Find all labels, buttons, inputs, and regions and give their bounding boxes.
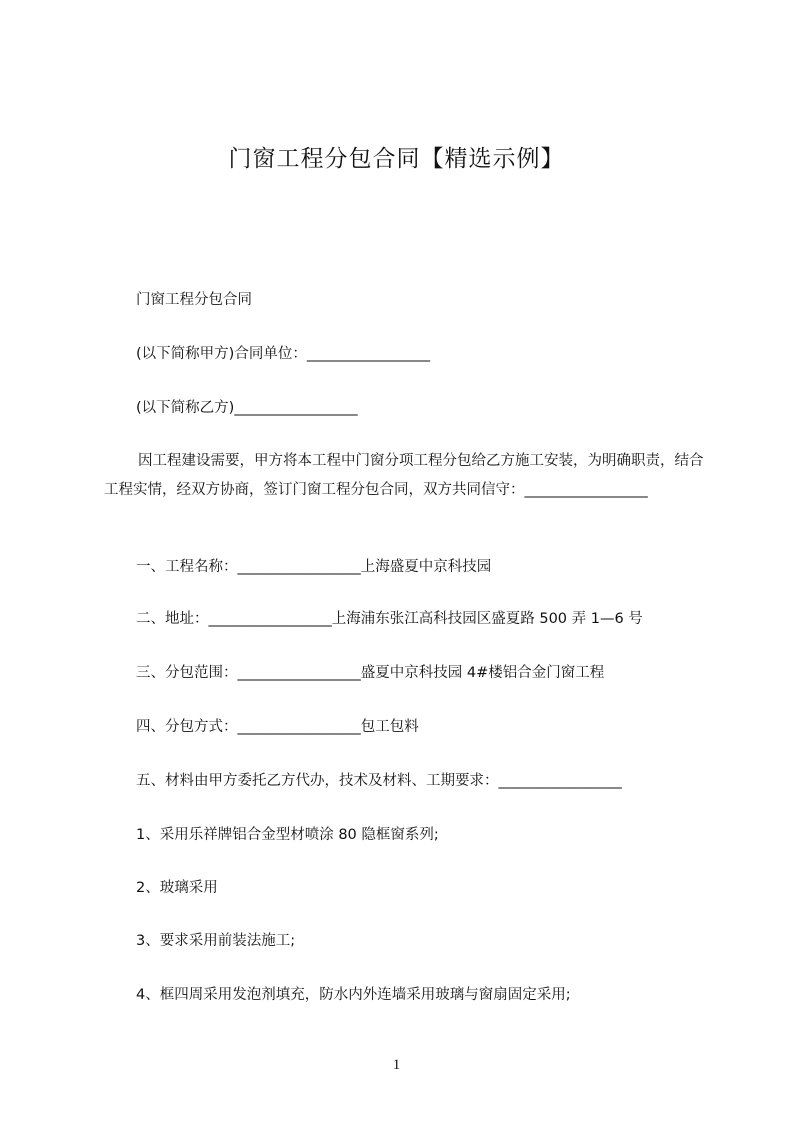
item-materials: 五、材料由甲方委托乙方代办，技术及材料、工期要求：_________________ [136,773,622,789]
requirement-item: 2、玻璃采用 [136,880,218,896]
page-number: 1 [392,1057,401,1073]
item-address: 二、地址：_________________上海浦东张江高科技园区盛夏路 500 弄 1—6 号 [136,611,643,627]
item-project-name: 一、工程名称：_________________上海盛夏中京科技园 [136,559,492,575]
party-a-line: (以下简称甲方)合同单位：_________________ [136,346,431,362]
requirement-item: 1、采用乐祥牌铝合金型材喷涂 80 隐框窗系列; [136,827,439,843]
requirement-item: 4、框四周采用发泡剂填充，防水内外连墙采用玻璃与窗扇固定采用; [136,987,571,1003]
intro-paragraph: 因工程建设需要，甲方将本工程中门窗分项工程分包给乙方施工安装，为明确职责，结合工程实情，经双方协商，签订门窗工程分包合同，双方共同信守：_________________ [104,453,704,498]
item-scope: 三、分包范围：_________________盛夏中京科技园 4#楼铝合金门窗工程 [136,665,605,681]
contract-subtitle: 门窗工程分包合同 [136,292,252,308]
item-method: 四、分包方式：_________________包工包料 [136,719,419,735]
requirement-item: 3、要求采用前装法施工; [136,933,296,949]
party-b-line: (以下简称乙方)_________________ [136,400,358,416]
document-title: 门窗工程分包合同【精选示例】 [228,146,565,172]
